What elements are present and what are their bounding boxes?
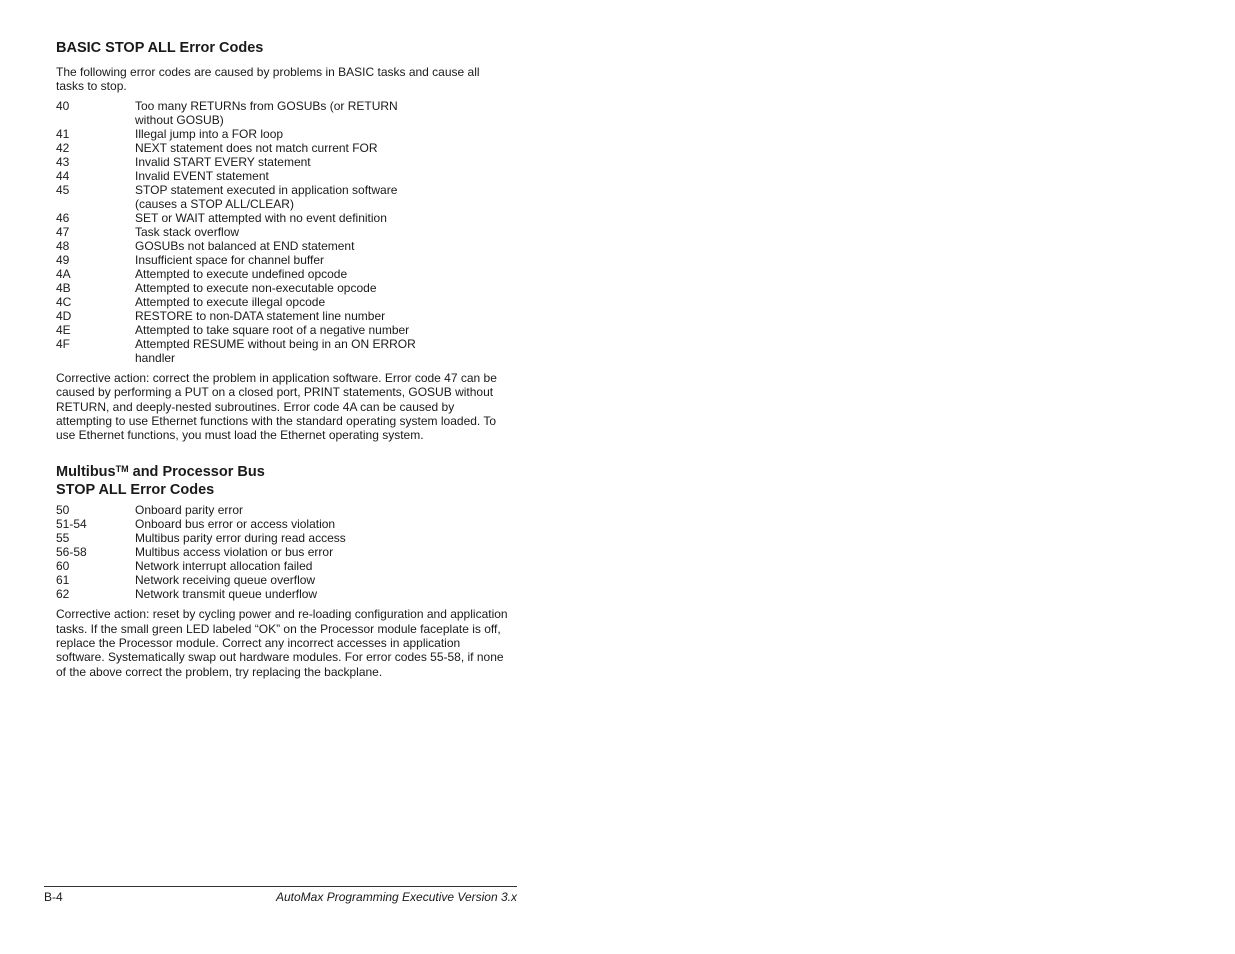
error-description: Illegal jump into a FOR loop	[135, 127, 284, 141]
error-code: 61	[56, 573, 70, 588]
error-description: Network transmit queue underflow	[135, 587, 318, 602]
error-code-row	[56, 127, 508, 141]
error-code: 56-58	[56, 545, 87, 560]
section-multibus-title-line2: STOP ALL Error Codes	[56, 482, 215, 499]
footer-divider	[44, 886, 517, 887]
error-description: STOP statement executed in application software (causes a STOP ALL/CLEAR)	[135, 183, 398, 211]
error-description: NEXT statement does not match current FOR	[135, 141, 378, 155]
error-description: Invalid START EVERY statement	[135, 155, 311, 169]
error-description: Attempted to execute illegal opcode	[135, 295, 326, 309]
section-basic-title: BASIC STOP ALL Error Codes	[56, 40, 264, 56]
error-code: 44	[56, 169, 70, 183]
basic-error-code-list	[56, 99, 508, 365]
section-multibus-title	[56, 460, 508, 499]
error-code: 50	[56, 503, 70, 518]
error-code-row	[56, 169, 508, 183]
section-basic-corrective-action: Corrective action: correct the problem in application software. Error code 47 can be caused by performing a PUT on a closed port, PRINT statements, GOSUB without RETURN, and deeply-nested subroutines. Error code 4A can be caused by attempting to use Ethernet functions with the standard operating system loaded. To use Ethernet functions, you must load the Ethernet operating system.	[56, 371, 497, 443]
error-code: 4E	[56, 323, 71, 337]
error-code-row	[56, 559, 508, 573]
error-code: 4D	[56, 309, 72, 323]
error-code-row	[56, 211, 508, 225]
error-code-row	[56, 587, 508, 601]
section-basic-intro: The following error codes are caused by problems in BASIC tasks and cause all tasks to stop.	[56, 65, 480, 93]
error-code-row	[56, 155, 508, 169]
error-code: 60	[56, 559, 70, 574]
error-code: 47	[56, 225, 70, 239]
multibus-error-code-list	[56, 503, 508, 601]
error-code-row	[56, 531, 508, 545]
error-description: Attempted RESUME without being in an ON ERROR handler	[135, 337, 416, 365]
trademark-symbol: TM	[115, 464, 129, 475]
error-code-row	[56, 309, 508, 323]
error-code-row	[56, 295, 508, 309]
error-code-row	[56, 281, 508, 295]
error-description: Network receiving queue overflow	[135, 573, 316, 588]
error-description: Multibus access violation or bus error	[135, 545, 334, 560]
error-code: 40	[56, 99, 70, 113]
error-description: Onboard bus error or access violation	[135, 517, 336, 532]
error-description: SET or WAIT attempted with no event definition	[135, 211, 387, 225]
error-code: 4B	[56, 281, 71, 295]
error-description: Attempted to take square root of a negative number	[135, 323, 410, 337]
error-description: Multibus parity error during read access	[135, 531, 346, 546]
error-code: 48	[56, 239, 70, 253]
error-description: Onboard parity error	[135, 503, 244, 518]
error-code-row	[56, 225, 508, 239]
error-code-row	[56, 337, 508, 365]
error-code: 42	[56, 141, 70, 155]
error-code: 4C	[56, 295, 72, 309]
error-description: Task stack overflow	[135, 225, 240, 239]
error-description: Insufficient space for channel buffer	[135, 253, 325, 267]
content-column	[56, 39, 508, 679]
error-code-row	[56, 545, 508, 559]
error-code: 49	[56, 253, 70, 267]
section-multibus-title-part2: and Processor Bus	[128, 464, 265, 481]
footer-document-title: AutoMax Programming Executive Version 3.x	[276, 890, 517, 904]
error-code-row	[56, 239, 508, 253]
error-description: Invalid EVENT statement	[135, 169, 269, 183]
error-description: RESTORE to non-DATA statement line number	[135, 309, 386, 323]
error-code-row	[56, 141, 508, 155]
error-code: 51-54	[56, 517, 87, 532]
error-code-row	[56, 517, 508, 531]
footer-page-number: B-4	[44, 890, 63, 904]
error-code-row	[56, 253, 508, 267]
error-code: 41	[56, 127, 70, 141]
error-code: 45	[56, 183, 70, 197]
section-multibus-corrective-action: Corrective action: reset by cycling power and re-loading configuration and application tasks. If the small green LED labeled “OK” on the Processor module faceplate is off, replace the Processor module. Correct any incorrect accesses in application software. Systematically swap out hardware modules. For error codes 55-58, if none of the above correct the problem, try replacing the backplane.	[56, 607, 508, 679]
section-multibus-title-part1: Multibus	[56, 464, 116, 481]
error-code-row	[56, 323, 508, 337]
error-code-row	[56, 503, 508, 517]
error-code: 62	[56, 587, 70, 602]
error-code-row	[56, 573, 508, 587]
error-description: Too many RETURNs from GOSUBs (or RETURN without GOSUB)	[135, 99, 398, 127]
error-code: 4F	[56, 337, 71, 351]
error-description: Network interrupt allocation failed	[135, 559, 313, 574]
section-multibus	[56, 460, 508, 678]
error-code: 4A	[56, 267, 71, 281]
error-description: Attempted to execute non-executable opcode	[135, 281, 377, 295]
error-description: Attempted to execute undefined opcode	[135, 267, 348, 281]
error-code: 55	[56, 531, 70, 546]
error-code-row	[56, 267, 508, 281]
error-code-row	[56, 183, 508, 211]
error-description: GOSUBs not balanced at END statement	[135, 239, 355, 253]
error-code: 46	[56, 211, 70, 225]
error-code-row	[56, 99, 508, 127]
error-code: 43	[56, 155, 70, 169]
